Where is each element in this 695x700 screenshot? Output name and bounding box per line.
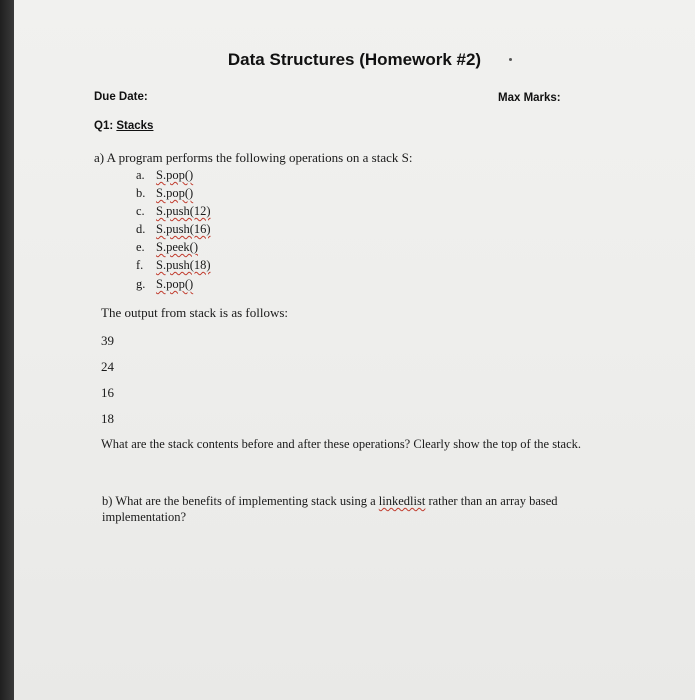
operation-text: S.peek() [156, 240, 198, 254]
page-title: Data Structures (Homework #2) [227, 50, 482, 69]
operation-text: S.push(16) [156, 222, 211, 236]
operation-item [136, 222, 211, 237]
output-value: 18 [101, 411, 114, 426]
part-a-label: a) [94, 150, 105, 165]
part-a-question: What are the stack contents before and after these operations? Clearly show the top of the stack. [101, 437, 582, 451]
operation-label: f. [136, 258, 144, 272]
max-marks-label: Max Marks: [498, 92, 561, 104]
output-value: 24 [101, 359, 114, 374]
operation-label: a. [136, 168, 145, 182]
part-b-text-before: What are the benefits of implementing stack using a [115, 494, 379, 508]
operation-text: S.pop() [156, 186, 194, 200]
part-a-text: A program performs the following operations on a stack S: [106, 150, 413, 165]
photo-left-edge [0, 0, 14, 700]
operation-label: d. [136, 222, 146, 236]
operation-text: S.push(12) [156, 204, 211, 218]
operation-item [136, 168, 193, 183]
document-page [14, 0, 695, 700]
part-a-intro [94, 150, 412, 166]
operation-label: e. [136, 240, 145, 254]
operation-text: S.pop() [156, 277, 194, 291]
operation-label: c. [136, 204, 145, 218]
operation-item [136, 186, 193, 201]
operation-label: b. [136, 186, 146, 200]
part-b-text-after: rather than an array based implementation? [102, 494, 558, 524]
part-b-label: b) [102, 494, 113, 508]
operation-item [136, 204, 211, 219]
stray-mark [509, 58, 512, 61]
question-number: Q1: [94, 120, 114, 132]
part-b-question [102, 493, 622, 525]
operation-text: S.pop() [156, 168, 194, 182]
question-topic: Stacks [116, 120, 154, 132]
output-value: 16 [101, 385, 114, 400]
part-b-highlight: linkedlist [378, 494, 426, 508]
operation-label: g. [136, 277, 146, 291]
operation-item [136, 240, 198, 255]
operation-text: S.push(18) [156, 258, 211, 272]
question-1-heading [94, 120, 153, 132]
operation-item [136, 258, 211, 273]
operation-item [136, 277, 193, 292]
output-value: 39 [101, 333, 114, 348]
due-date-label: Due Date: [94, 91, 148, 103]
output-heading: The output from stack is as follows: [101, 305, 289, 320]
